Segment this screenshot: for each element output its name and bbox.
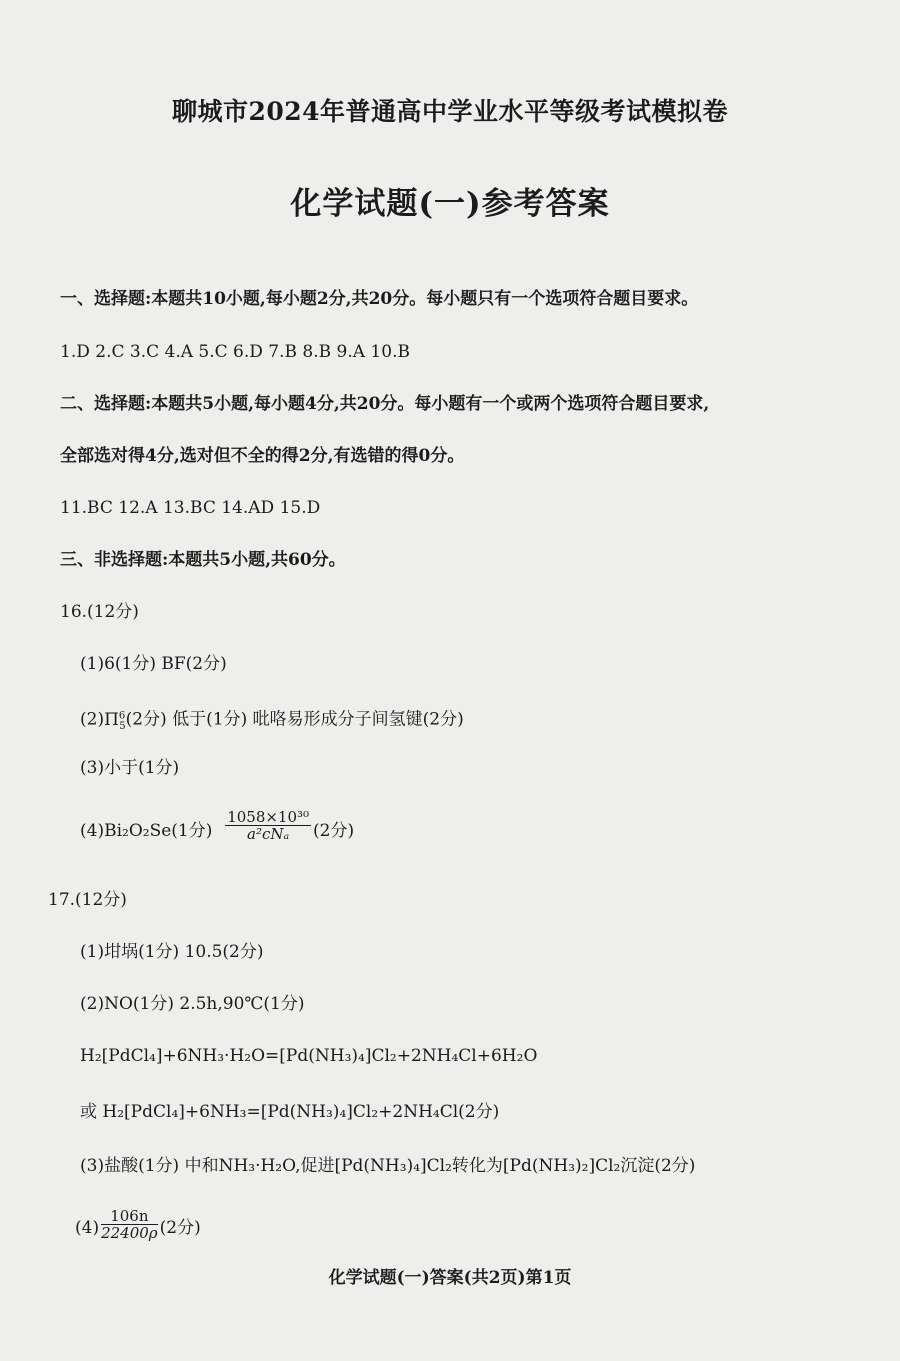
q16-part4 [80, 808, 355, 848]
pi-electrons: 6 [118, 710, 126, 721]
q16-part2-rest: (2分) 低于(1分) 吡咯易形成分子间氢键(2分) [125, 709, 464, 730]
yield-fraction [101, 1208, 158, 1241]
q17-equation1: H₂[PdCl₄]+6NH₃·H₂O=[Pd(NH₃)₄]Cl₂+2NH₄Cl+6H₂O [80, 1046, 538, 1066]
q16-part4-score: (2分) [313, 821, 355, 841]
q16-part4-prefix: (4)Bi₂O₂Se(1分) [80, 821, 213, 841]
q17-equation2: 或 H₂[PdCl₄]+6NH₃=[Pd(NH₃)₄]Cl₂+2NH₄Cl(2分) [80, 1102, 500, 1122]
page-footer: 化学试题(一)答案(共2页)第1页 [328, 1268, 572, 1288]
section1-answers: 1.D 2.C 3.C 4.A 5.C 6.D 7.B 8.B 9.A 10.B [60, 342, 410, 362]
section1-heading: 一、选择题:本题共10小题,每小题2分,共20分。每小题只有一个选项符合题目要求。 [60, 289, 699, 309]
q17-part4-score: (2分) [159, 1218, 201, 1238]
section2-heading-line2: 全部选对得4分,选对但不全的得2分,有选错的得0分。 [60, 446, 465, 466]
pi-symbol: Π [104, 709, 119, 730]
q17-part4 [75, 1207, 201, 1245]
q17-part4-prefix: (4) [75, 1218, 100, 1238]
q17-part3: (3)盐酸(1分) 中和NH₃·H₂O,促进[Pd(NH₃)₄]Cl₂转化为[Pd(NH₃)₂]Cl₂沉淀(2分) [80, 1156, 696, 1176]
page-title: 聊城市2024年普通高中学业水平等级考试模拟卷 [171, 97, 729, 126]
q16-part1: (1)6(1分) BF(2分) [80, 654, 227, 674]
fraction-numerator: 106n [101, 1208, 158, 1225]
q16-part2 [80, 705, 464, 738]
q16-part3: (3)小于(1分) [80, 758, 180, 778]
q17-part1: (1)坩埚(1分) 10.5(2分) [80, 942, 264, 962]
fraction-denominator: 22400ρ [101, 1224, 158, 1242]
q16-part2-prefix: (2) [80, 709, 105, 730]
section2-answers: 11.BC 12.A 13.BC 14.AD 15.D [60, 498, 321, 518]
fraction-denominator: a²cNₐ [247, 825, 290, 843]
pi-atoms: 5 [119, 721, 126, 733]
section3-heading: 三、非选择题:本题共5小题,共60分。 [60, 550, 346, 570]
q17-label: 17.(12分) [48, 890, 127, 910]
q17-part2: (2)NO(1分) 2.5h,90℃(1分) [80, 994, 305, 1014]
section2-heading-line1: 二、选择题:本题共5小题,每小题4分,共20分。每小题有一个或两个选项符合题目要求, [60, 394, 710, 414]
q16-label: 16.(12分) [60, 602, 139, 622]
page-subtitle: 化学试题(一)参考答案 [290, 186, 610, 222]
density-fraction [225, 809, 311, 842]
pi-bond-symbol [104, 709, 126, 733]
fraction-numerator: 1058×10³⁰ [227, 808, 310, 826]
